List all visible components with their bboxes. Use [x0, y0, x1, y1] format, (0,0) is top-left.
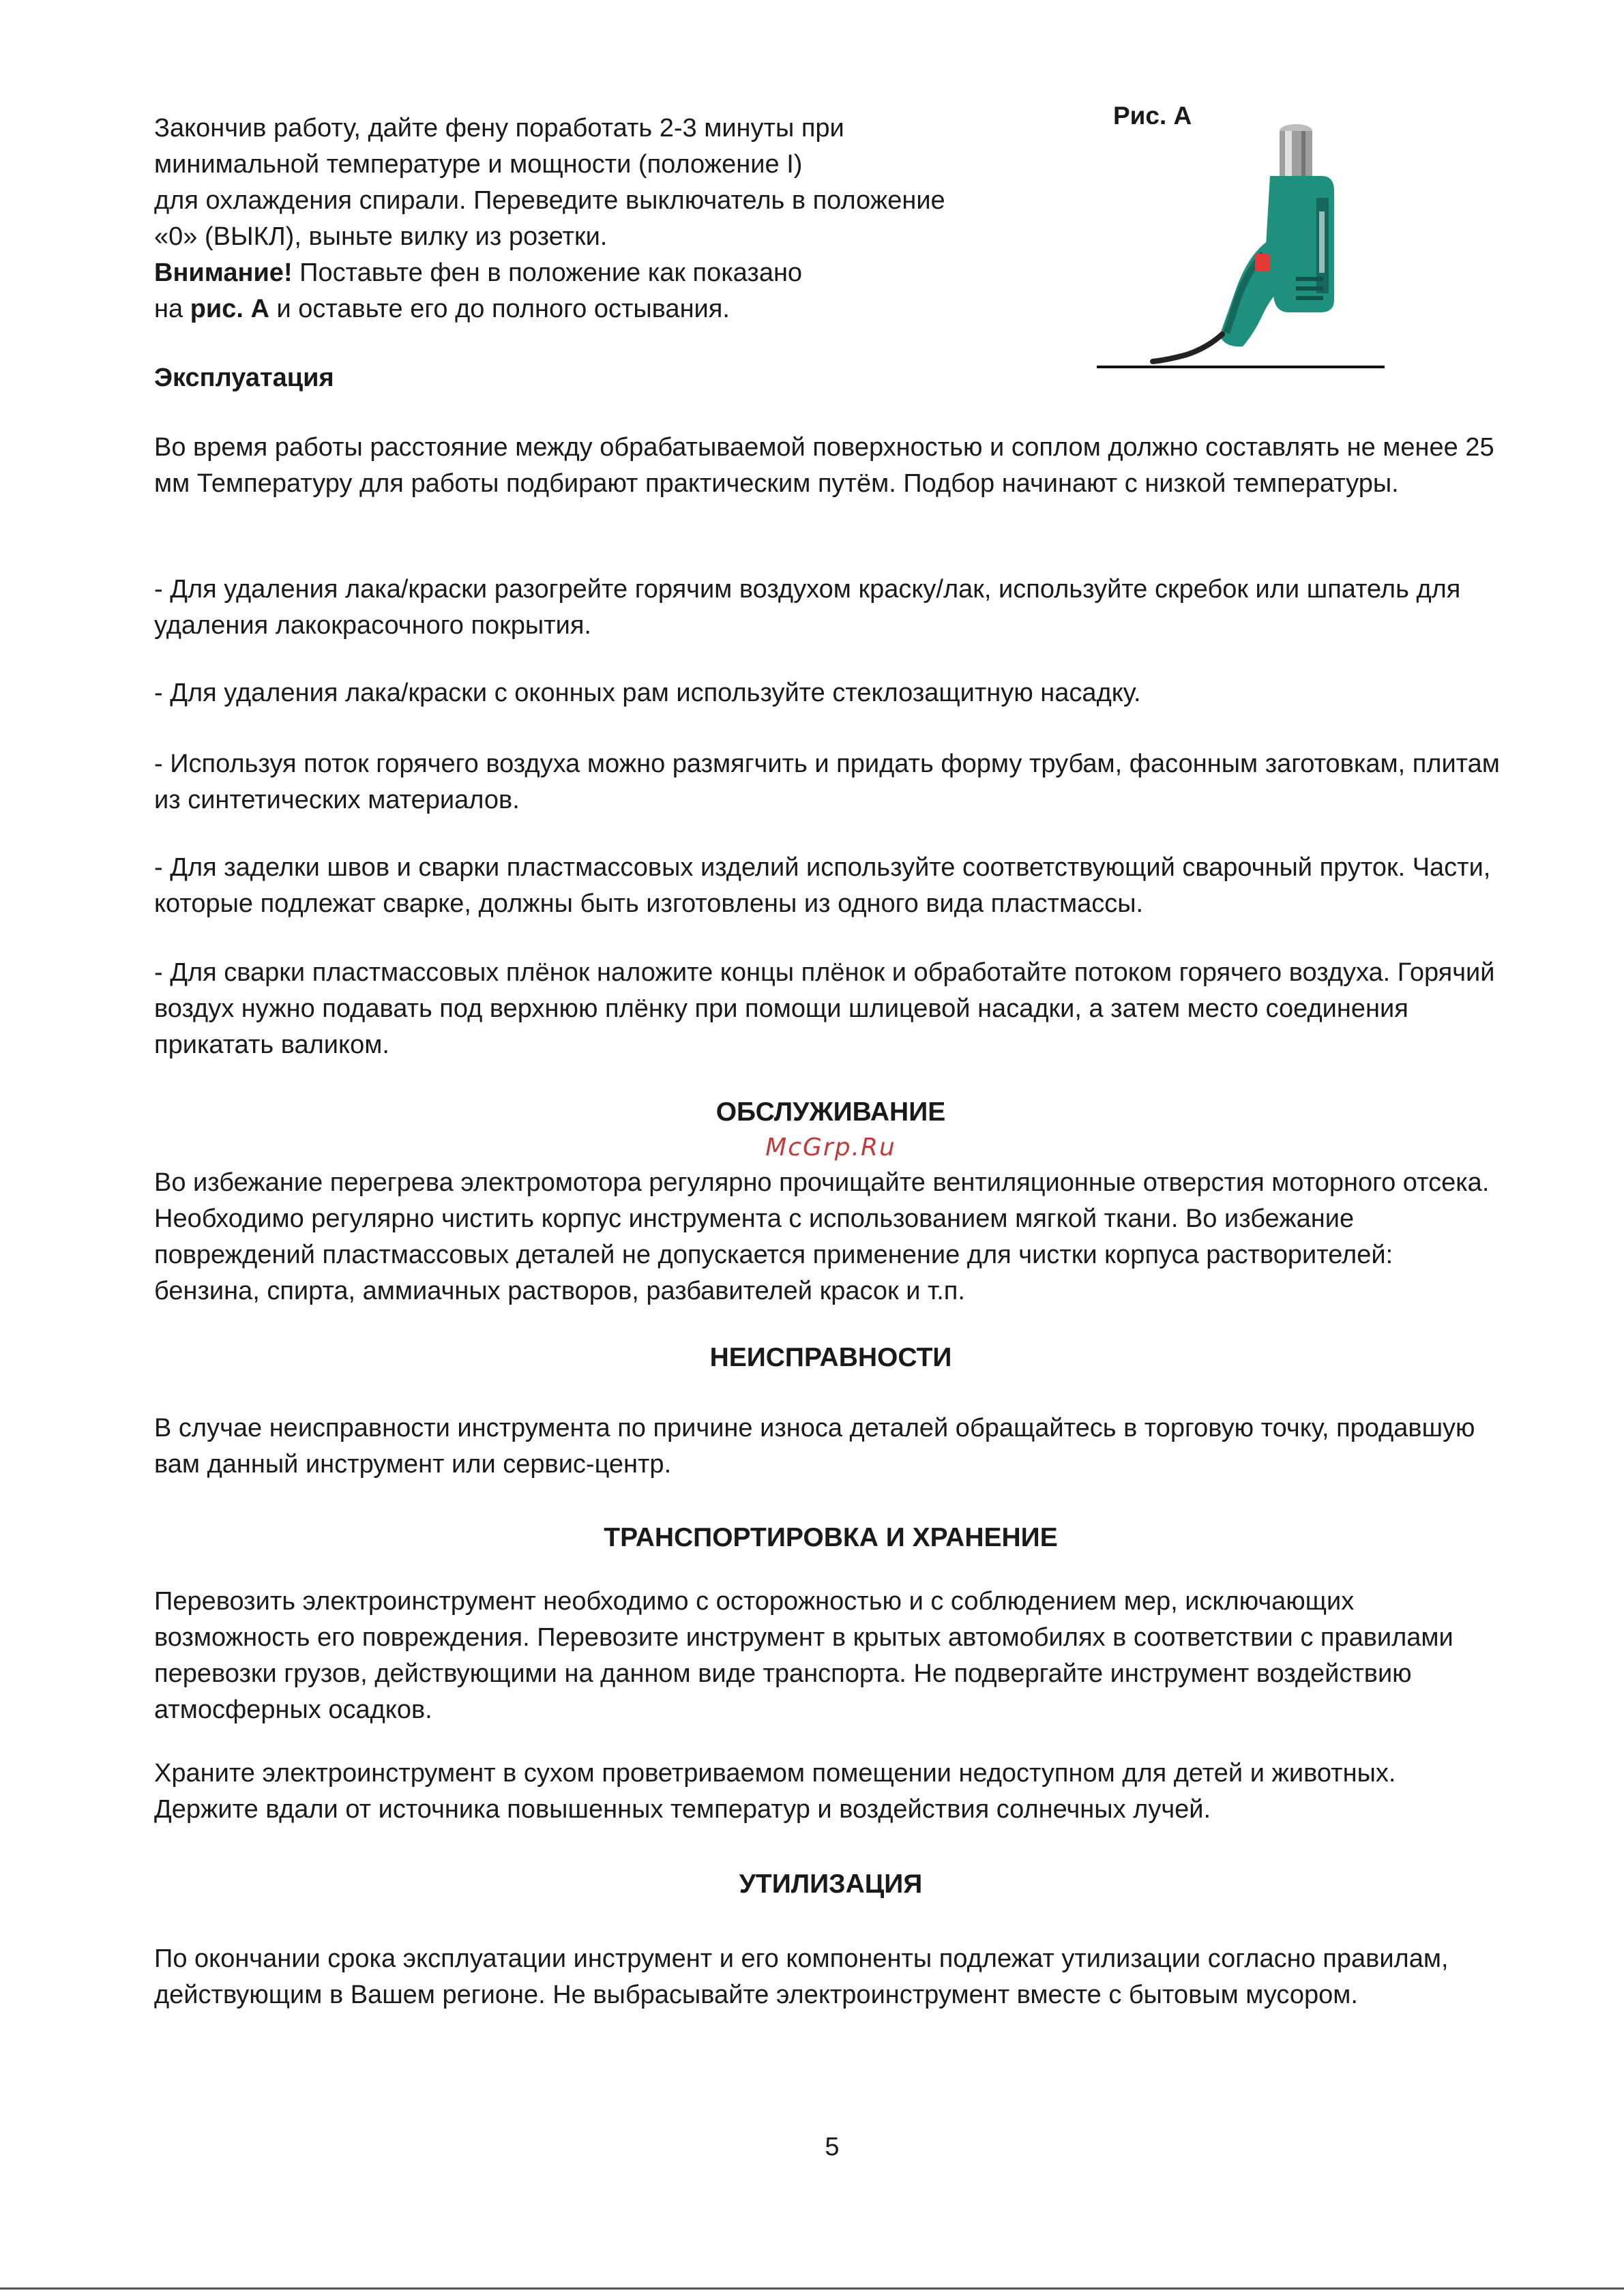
- disposal-paragraph: По окончании срока эксплуатации инструмент и его компоненты подлежат утилизации согласно правилам, действующим в Вашем регионе. Не выбрасывайте электроинструмент вместе с бытовым мусором.: [154, 1944, 1449, 2009]
- maintenance-paragraph: Во избежание перегрева электромотора регулярно прочищайте вентиляционные отверстия моторного отсека. Необходимо регулярно чистить корпус инструмента с использованием мягкой ткани. Во избежание повреждений пластмассовых деталей не допускается применение для чистки корпуса растворителей: бензина, спирта, аммиачных растворов, разбавителей красок и т.п.: [154, 1168, 1490, 1305]
- intro-paragraph: [154, 110, 1109, 327]
- intro-line-1: Закончив работу, дайте фену поработать 2-3 минуты при: [154, 114, 844, 143]
- attention-text: Поставьте фен в положение как показано: [292, 258, 803, 287]
- disposal-heading: УТИЛИЗАЦИЯ: [739, 1869, 923, 1899]
- intro-line-4: «0» (ВЫКЛ), выньте вилку из розетки.: [154, 222, 608, 251]
- figure-label: Рис. А: [1113, 102, 1192, 130]
- figure-reference: рис. А: [190, 295, 269, 323]
- operation-paragraph-3: - Для удаления лака/краски с оконных рам используйте стеклозащитную насадку.: [154, 679, 1141, 707]
- intro-line-3: для охлаждения спирали. Переведите выключатель в положение: [154, 186, 945, 215]
- intro-line-2: минимальной температуре и мощности (положение I): [154, 150, 803, 179]
- operation-paragraph-4: - Используя поток горячего воздуха можно размягчить и придать форму трубам, фасонным заготовкам, плитам из синтетических материалов.: [154, 750, 1500, 814]
- intro-line-6-pre: на: [154, 295, 190, 323]
- faults-heading: НЕИСПРАВНОСТИ: [709, 1343, 952, 1372]
- operation-paragraph-2: - Для удаления лака/краски разогрейте горячим воздухом краску/лак, используйте скребок или шпатель для удаления лакокрасочного покрытия.: [154, 575, 1461, 640]
- transport-paragraph-1: Перевозить электроинструмент необходимо с осторожностью и с соблюдением мер, исключающих возможность его повреждения. Перевозите инструмент в крытых автомобилях в соответствии с правилами перевозки грузов, действующими на данном виде транспорта. Не подвергайте инструмент воздействию атмосферных осадков.: [154, 1587, 1453, 1724]
- heat-gun-illustration: [1091, 95, 1391, 382]
- operation-heading: Эксплуатация: [154, 364, 334, 392]
- intro-line-5: [154, 255, 1109, 291]
- watermark: McGrp.Ru: [765, 1134, 896, 1161]
- intro-line-6: [154, 291, 1109, 327]
- bottom-divider: [0, 2287, 1624, 2290]
- transport-paragraph-2: Храните электроинструмент в сухом проветриваемом помещении недоступном для детей и животных. Держите вдали от источника повышенных температур и воздействия солнечных лучей.: [154, 1759, 1396, 1824]
- maintenance-heading: ОБСЛУЖИВАНИЕ: [715, 1097, 946, 1127]
- operation-paragraph-6: - Для сварки пластмассовых плёнок наложите концы плёнок и обработайте потоком горячего воздуха. Горячий воздух нужно подавать под верхнюю плёнку при помощи шлицевой насадки, а затем место соединения прикатать валиком.: [154, 958, 1495, 1059]
- transport-heading: ТРАНСПОРТИРОВКА И ХРАНЕНИЕ: [604, 1523, 1058, 1552]
- attention-label: Внимание!: [154, 258, 293, 287]
- page-number: 5: [825, 2133, 840, 2161]
- operation-paragraph-1: Во время работы расстояние между обрабатываемой поверхностью и соплом должно составлять не менее 25 мм Температуру для работы подбирают практическим путём. Подбор начинают с низкой температуры.: [154, 433, 1494, 498]
- figure-a: [1091, 95, 1391, 382]
- operation-paragraph-5: - Для заделки швов и сварки пластмассовых изделий используйте соответствующий сварочный пруток. Части, которые подлежат сварке, должны быть изготовлены из одного вида пластмассы.: [154, 853, 1491, 918]
- intro-line-6-post: и оставьте его до полного остывания.: [269, 295, 730, 323]
- faults-paragraph: В случае неисправности инструмента по причине износа деталей обращайтесь в торговую точку, продавшую вам данный инструмент или сервис-центр.: [154, 1414, 1475, 1479]
